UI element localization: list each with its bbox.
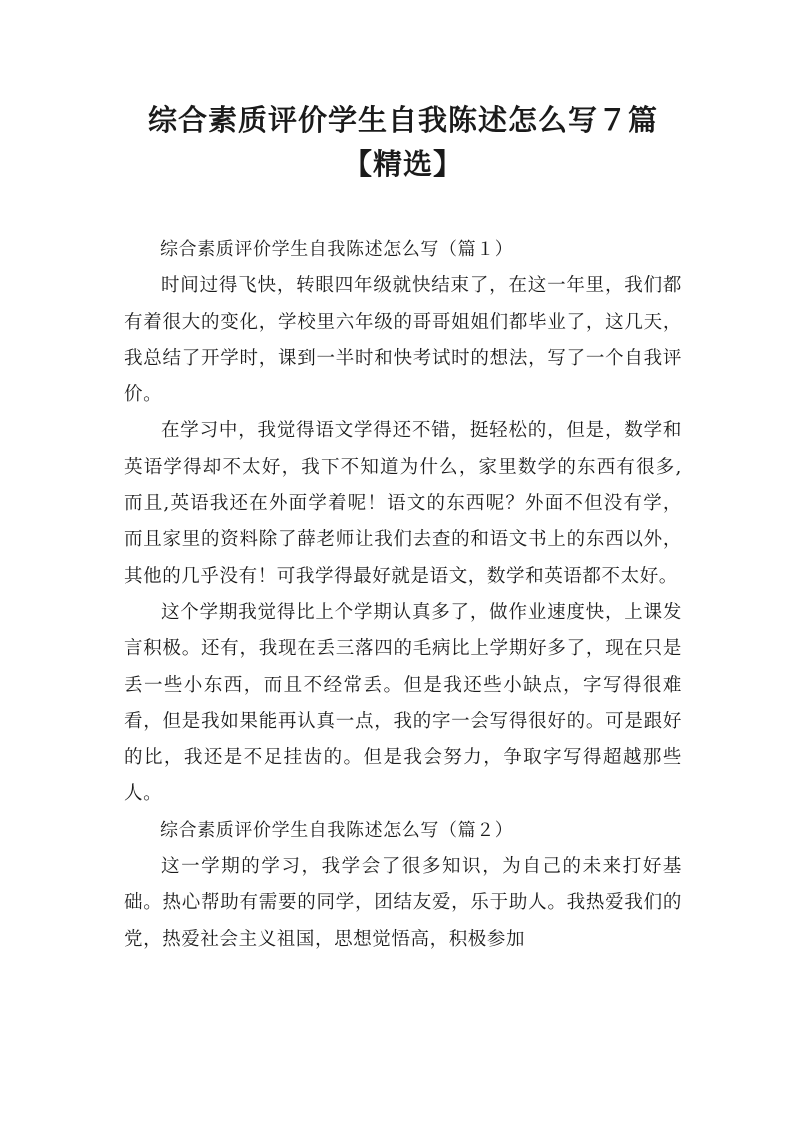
paragraph-2: 在学习中，我觉得语文学得还不错，挺轻松的，但是，数学和英语学得却不太好，我下不知道为什么，家里数学的东西有很多,而且,英语我还在外面学着呢！语文的东西呢？外面不但没有学，而且家里的资料除了薛老师让我们去查的和语文书上的东西以外，其他的几乎没有！可我学得最好就是语文，数学和英语都不太好。 [124,420,682,587]
paragraph-4: 这一学期的学习，我学会了很多知识，为自己的未来打好基础。热心帮助有需要的同学，团结友爱，乐于助人。我热爱我们的党，热爱社会主义祖国，思想觉悟高，积极参加 [124,856,682,950]
paragraph-3: 这个学期我觉得比上个学期认真多了，做作业速度快，上课发言积极。还有，我现在丢三落四的毛病比上学期好多了，现在只是丢一些小东西，而且不经常丢。但是我还些小缺点，字写得很难看，但是我如果能再认真一点，我的字一会写得很好的。可是跟好的比，我还是不足挂齿的。但是我会努力，争取字写得超越那些人。 [124,601,682,805]
document-body [124,232,682,958]
document-title: 综合素质评价学生自我陈述怎么写７篇【精选】 [147,103,658,181]
paragraph-1: 时间过得飞快，转眼四年级就快结束了，在这一年里，我们都有着很大的变化，学校里六年级的哥哥姐姐们都毕业了，这几天，我总结了开学时，课到一半时和快考试时的想法，写了一个自我评价。 [124,275,682,406]
section-heading-1: 综合素质评价学生自我陈述怎么写（篇１） [160,239,514,260]
section-heading-2: 综合素质评价学生自我陈述怎么写（篇２） [160,819,514,841]
